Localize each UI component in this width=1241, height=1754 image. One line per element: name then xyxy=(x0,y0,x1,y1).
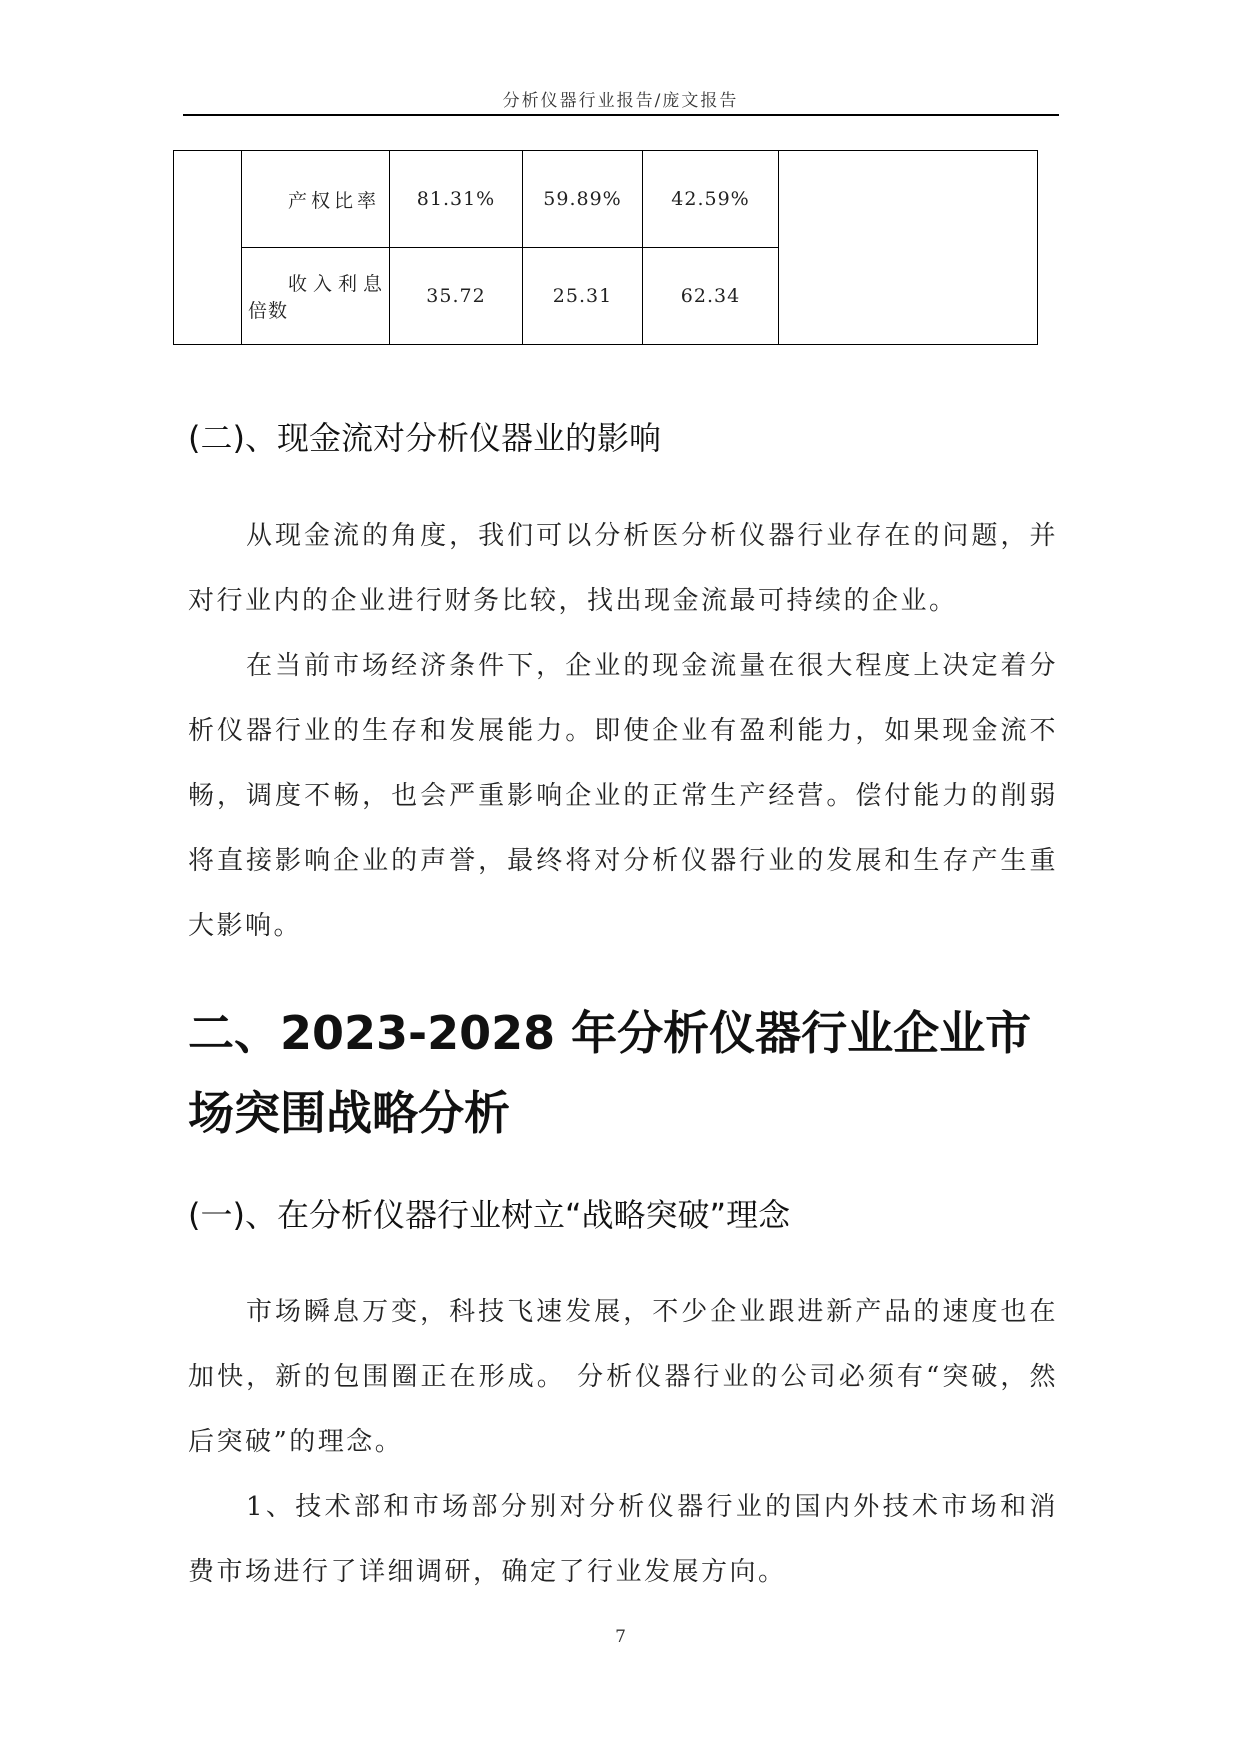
header-rule xyxy=(183,114,1059,116)
table-row xyxy=(174,151,1038,248)
section-heading-cashflow: (二)、现金流对分析仪器业的影响 xyxy=(188,419,661,457)
section-heading-breakthrough: (一)、在分析仪器行业树立“战略突破”理念 xyxy=(188,1196,791,1234)
table-cell: 62.34 xyxy=(643,248,779,345)
table-cell: 42.59% xyxy=(643,151,779,248)
table-blank-cell xyxy=(779,151,1038,345)
table-blank-cell xyxy=(174,151,242,345)
chapter-heading: 二、2023-2028 年分析仪器行业企业市场突围战略分析 xyxy=(188,1006,1032,1140)
table-cell: 59.89% xyxy=(523,151,643,248)
paragraph: 从现金流的角度，我们可以分析医分析仪器行业存在的问题，并对行业内的企业进行财务比较，找出现金流最可持续的企业。 xyxy=(188,521,1058,616)
table-cell: 35.72 xyxy=(390,248,523,345)
paragraph: 市场瞬息万变，科技飞速发展，不少企业跟进新产品的速度也在加快，新的包围圈正在形成。 分析仪器行业的公司必须有“突破，然后突破”的理念。 xyxy=(188,1297,1058,1457)
row-label-line: 产权比率 xyxy=(288,189,381,212)
row-label-line: 收入利息 xyxy=(288,273,389,295)
row-label-line: 倍数 xyxy=(248,300,289,322)
page-number: 7 xyxy=(615,1627,626,1647)
table-row-label xyxy=(242,248,390,345)
paragraph: 1、技术部和市场部分别对分析仪器行业的国内外技术市场和消费市场进行了详细调研，确定了行业发展方向。 xyxy=(188,1492,1058,1587)
paragraph: 在当前市场经济条件下，企业的现金流量在很大程度上决定着分析仪器行业的生存和发展能力。即使企业有盈利能力，如果现金流不畅，调度不畅，也会严重影响企业的正常生产经营。偿付能力的削弱将直接影响企业的声誉，最终将对分析仪器行业的发展和生存产生重大影响。 xyxy=(188,651,1058,941)
table-cell: 81.31% xyxy=(390,151,523,248)
table-row-label xyxy=(242,151,390,248)
table-cell: 25.31 xyxy=(523,248,643,345)
financial-ratio-table xyxy=(173,150,1038,345)
running-header: 分析仪器行业报告/庞文报告 xyxy=(502,91,739,111)
